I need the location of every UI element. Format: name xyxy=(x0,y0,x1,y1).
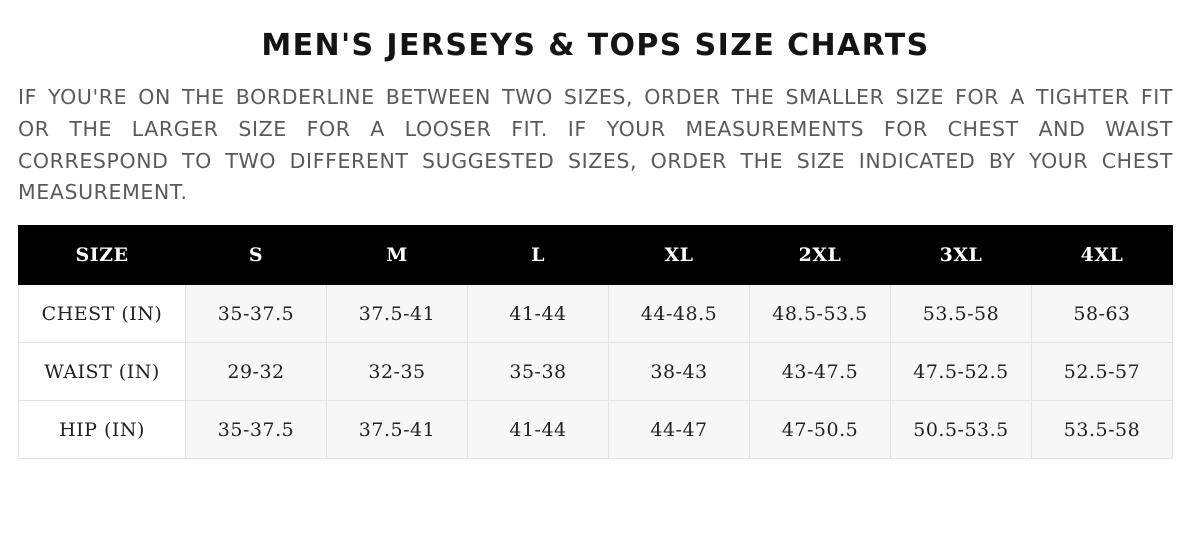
column-header-size: SIZE xyxy=(19,226,186,285)
cell-waist-m: 32-35 xyxy=(327,343,468,401)
column-header-s: S xyxy=(186,226,327,285)
cell-waist-s: 29-32 xyxy=(186,343,327,401)
cell-chest-4xl: 58-63 xyxy=(1032,285,1173,343)
intro-paragraph: IF YOU'RE ON THE BORDERLINE BETWEEN TWO SIZES, ORDER THE SMALLER SIZE FOR A TIGHTER FIT OR THE LARGER SIZE FOR A LOOSER FIT. IF YOUR MEASUREMENTS FOR CHEST AND WAIST CORRESPOND TO TWO DIFFERENT SUGGESTED SIZES, ORDER THE SIZE INDICATED BY YOUR CHEST MEASUREMENT. xyxy=(18,85,1173,205)
cell-chest-m: 37.5-41 xyxy=(327,285,468,343)
cell-chest-s: 35-37.5 xyxy=(186,285,327,343)
table-row xyxy=(19,285,1173,343)
cell-hip-l: 41-44 xyxy=(468,401,609,459)
page-title: MEN'S JERSEYS & TOPS SIZE CHARTS xyxy=(261,28,930,63)
column-header-xl: XL xyxy=(609,226,750,285)
cell-hip-3xl: 50.5-53.5 xyxy=(891,401,1032,459)
cell-chest-3xl: 53.5-58 xyxy=(891,285,1032,343)
cell-hip-s: 35-37.5 xyxy=(186,401,327,459)
cell-waist-4xl: 52.5-57 xyxy=(1032,343,1173,401)
cell-waist-l: 35-38 xyxy=(468,343,609,401)
size-chart-page xyxy=(0,28,1191,538)
table-row xyxy=(19,401,1173,459)
cell-hip-xl: 44-47 xyxy=(609,401,750,459)
table-header-row xyxy=(19,226,1173,285)
column-header-m: M xyxy=(327,226,468,285)
cell-chest-l: 41-44 xyxy=(468,285,609,343)
row-label-hip: HIP (IN) xyxy=(19,401,186,459)
cell-waist-2xl: 43-47.5 xyxy=(750,343,891,401)
cell-waist-xl: 38-43 xyxy=(609,343,750,401)
cell-hip-2xl: 47-50.5 xyxy=(750,401,891,459)
cell-hip-4xl: 53.5-58 xyxy=(1032,401,1173,459)
cell-waist-3xl: 47.5-52.5 xyxy=(891,343,1032,401)
column-header-l: L xyxy=(468,226,609,285)
table-row xyxy=(19,343,1173,401)
column-header-2xl: 2XL xyxy=(750,226,891,285)
row-label-waist: WAIST (IN) xyxy=(19,343,186,401)
size-chart-table xyxy=(18,225,1173,459)
cell-hip-m: 37.5-41 xyxy=(327,401,468,459)
cell-chest-2xl: 48.5-53.5 xyxy=(750,285,891,343)
column-header-4xl: 4XL xyxy=(1032,226,1173,285)
row-label-chest: CHEST (IN) xyxy=(19,285,186,343)
column-header-3xl: 3XL xyxy=(891,226,1032,285)
cell-chest-xl: 44-48.5 xyxy=(609,285,750,343)
